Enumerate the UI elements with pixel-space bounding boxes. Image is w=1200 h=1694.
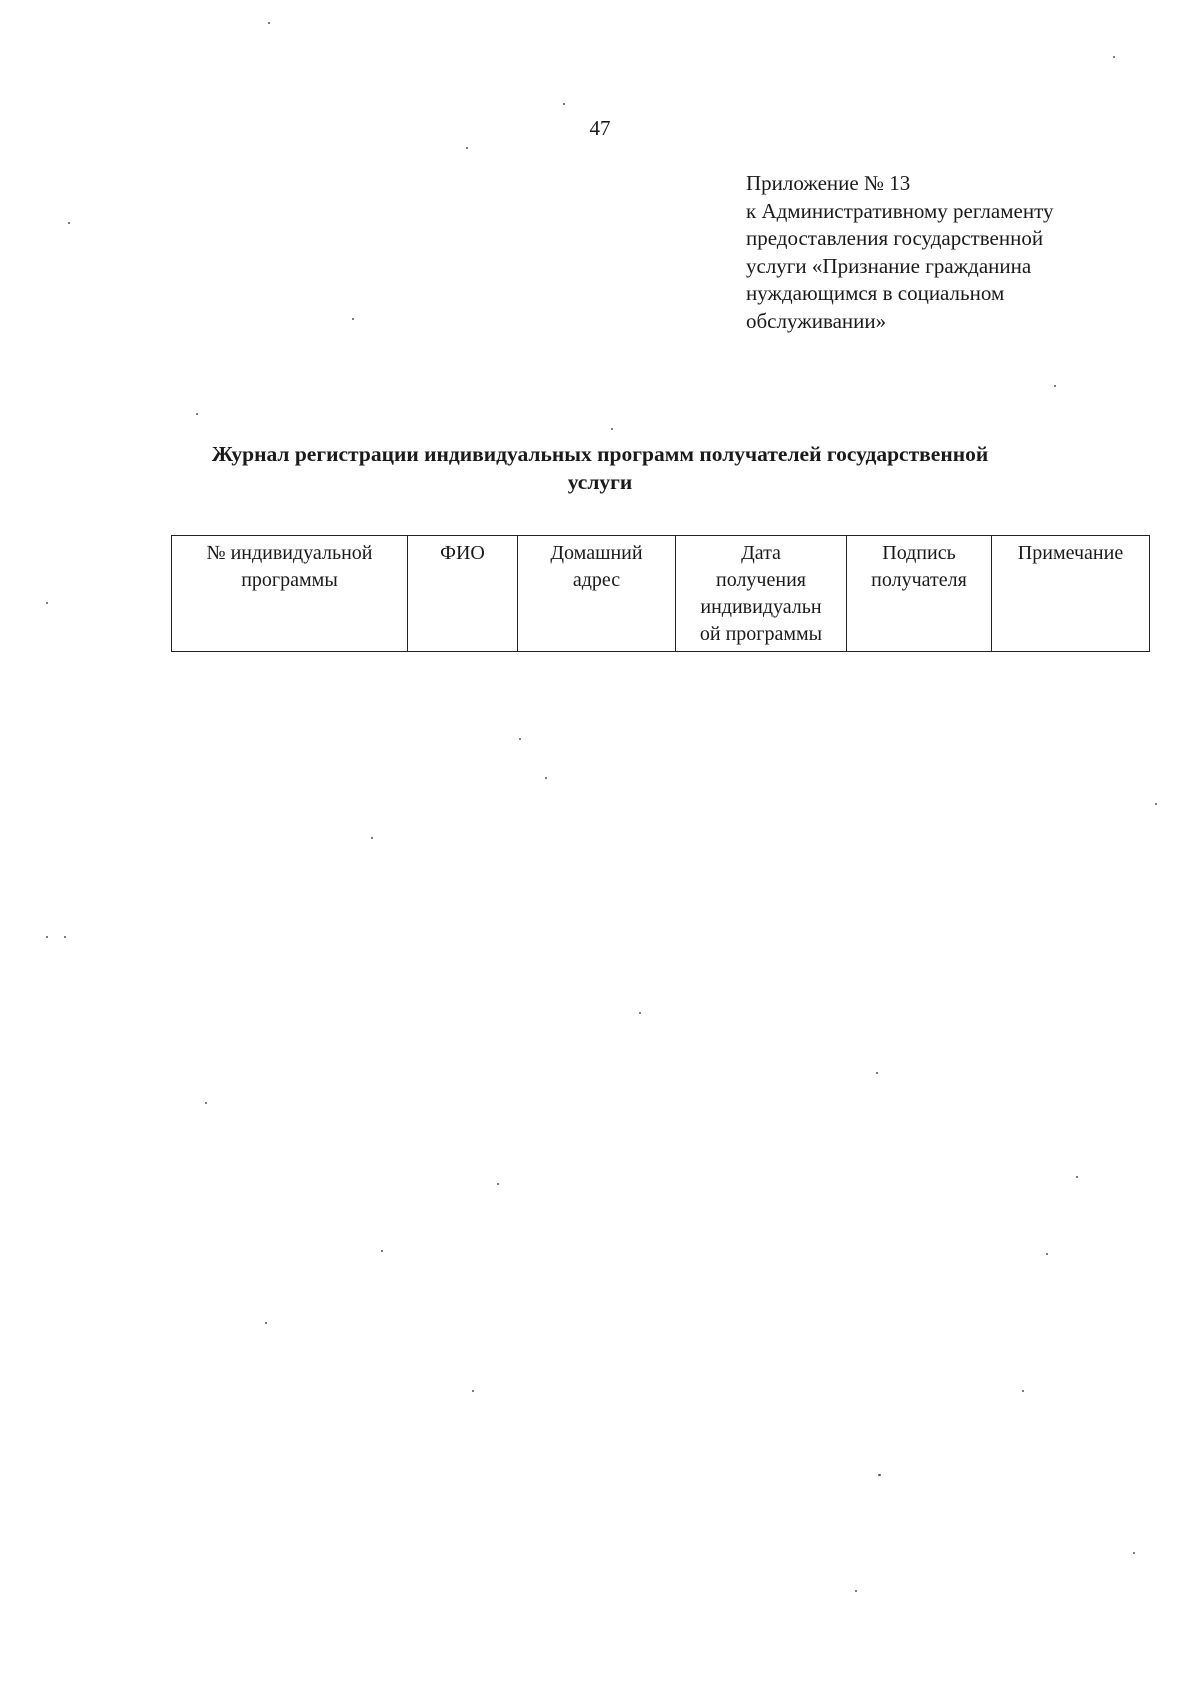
scan-speck: [1046, 1253, 1048, 1255]
appendix-line: предоставления государственной: [746, 226, 1044, 250]
scan-speck: [268, 22, 270, 24]
scan-speck: [46, 602, 48, 604]
scan-speck: [352, 318, 354, 320]
scan-speck: [545, 777, 547, 779]
scan-speck: [497, 1183, 499, 1185]
scan-speck: [68, 222, 70, 224]
appendix-line: Приложение № 13: [746, 171, 911, 195]
scan-speck: [371, 837, 373, 839]
scan-speck: [1054, 385, 1056, 387]
table-header-row: [172, 536, 1150, 652]
appendix-reference: [746, 170, 1146, 335]
appendix-line: нуждающимся в социальном: [746, 281, 1005, 305]
scan-speck: [472, 1390, 474, 1392]
column-header-home-address: Домашний адрес: [518, 536, 676, 652]
scan-speck: [1133, 1552, 1135, 1554]
scan-speck: [1113, 56, 1115, 58]
column-header-full-name: ФИО: [408, 536, 518, 652]
column-header-note: Примечание: [992, 536, 1150, 652]
page-number: 47: [589, 116, 611, 140]
scan-speck: [64, 936, 66, 938]
appendix-line: к Административному регламенту: [746, 198, 1054, 223]
column-header-recipient-signature: Подпись получателя: [847, 536, 992, 652]
registration-journal-table: [171, 535, 1150, 652]
scan-speck: [876, 1072, 878, 1074]
scan-speck: [46, 936, 48, 938]
scan-speck: [611, 428, 613, 430]
scan-speck: [519, 738, 521, 740]
document-title: [150, 440, 1050, 496]
column-header-receipt-date: Дата получения индивидуальн ой программы: [676, 536, 847, 652]
scan-speck: [381, 1250, 383, 1252]
scan-speck: [1022, 1390, 1024, 1392]
scan-speck: [1076, 1176, 1078, 1178]
scan-speck: [1155, 803, 1157, 805]
scan-speck: [855, 1590, 857, 1592]
scan-speck: [205, 1102, 207, 1104]
column-header-program-number: № индивидуальной программы: [172, 536, 408, 652]
scan-speck: [466, 147, 468, 149]
appendix-line: обслуживании»: [746, 308, 887, 333]
scan-speck: [639, 1012, 641, 1014]
document-title-line: услуги: [567, 470, 633, 494]
scan-speck: [265, 1322, 267, 1324]
appendix-line: услуги «Признание гражданина: [746, 253, 1032, 278]
scan-speck: [878, 1474, 881, 1476]
document-title-line: Журнал регистрации индивидуальных программ получателей государственной: [211, 442, 989, 466]
scan-speck: [563, 103, 565, 105]
scan-speck: [196, 413, 198, 415]
